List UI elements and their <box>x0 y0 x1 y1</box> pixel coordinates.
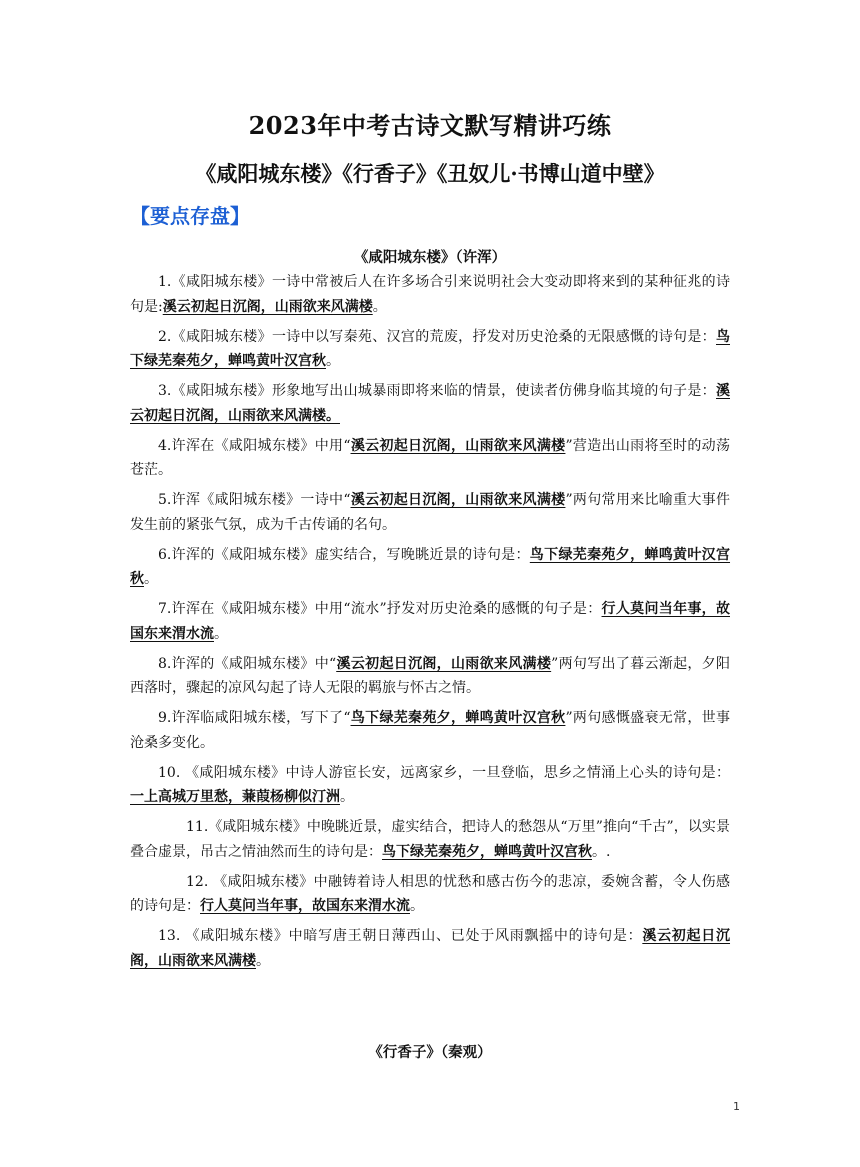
answer-text: 溪云初起日沉阁，山雨欲来风满楼 <box>350 492 566 508</box>
answer-text: 一上高城万里愁，蒹葭杨柳似汀洲 <box>130 789 340 805</box>
question-item: 5.许浑《咸阳城东楼》一诗中“溪云初起日沉阁，山雨欲来风满楼”两句常用来比喻重大事件发生前的紧张气氛，成为千古传诵的名句。 <box>130 492 730 533</box>
answer-text: 溪云初起日沉阁，山雨欲来风满楼 <box>162 298 373 315</box>
question-item: 7.许浑在《咸阳城东楼》中用“流水”抒发对历史沧桑的感慨的句子是：行人莫问当年事，故国东来渭水流。 <box>130 601 730 642</box>
document-subtitle: 《咸阳城东楼》《行香子》《丑奴儿·书博山道中壁》 <box>195 161 665 186</box>
question-item: 3.《咸阳城东楼》形象地写出山城暴雨即将来临的情景，使读者仿佛身临其境的句子是：溪云初起日沉阁，山雨欲来风满楼。 <box>130 383 730 424</box>
question-list <box>130 270 730 979</box>
poem-heading-xianyang: 《咸阳城东楼》（许浑） <box>353 249 507 266</box>
answer-text: 行人莫问当年事，故国东来渭水流 <box>200 898 410 914</box>
question-item: 9.许浑临咸阳城东楼，写下了“鸟下绿芜秦苑夕，蝉鸣黄叶汉宫秋”两句感慨盛衰无常，世事沧桑多变化。 <box>130 710 730 751</box>
document-title: 2023年中考古诗文默写精讲巧练 <box>248 111 612 140</box>
answer-text: 行人莫问当年事，故国东来渭水流 <box>130 601 730 642</box>
question-item: 1.《咸阳城东楼》一诗中常被后人在许多场合引来说明社会大变动即将来到的某种征兆的诗句是:溪云初起日沉阁，山雨欲来风满楼。 <box>130 274 730 315</box>
question-item: 2.《咸阳城东楼》一诗中以写秦苑、汉宫的荒废，抒发对历史沧桑的无限感慨的诗句是：鸟下绿芜秦苑夕，蝉鸣黄叶汉宫秋。 <box>130 328 730 369</box>
answer-text: 鸟下绿芜秦苑夕，蝉鸣黄叶汉宫秋 <box>130 328 730 369</box>
poem-heading-xingxiangzi: 《行香子》（秦观） <box>368 1044 492 1061</box>
answer-text: 溪云初起日沉阁，山雨欲来风满楼 <box>350 437 566 454</box>
question-item: 10. 《咸阳城东楼》中诗人游宦长安，远离家乡，一旦登临，思乡之情涌上心头的诗句是：一上高城万里愁，蒹葭杨柳似汀洲。 <box>130 764 731 805</box>
question-item: 13. 《咸阳城东楼》中暗写唐王朝日薄西山、已处于风雨飘摇中的诗句是：溪云初起日沉阁，山雨欲来风满楼。 <box>130 928 731 969</box>
question-item: 8.许浑的《咸阳城东楼》中“溪云初起日沉阁，山雨欲来风满楼”两句写出了暮云渐起，夕阳西落时，骤起的凉风勾起了诗人无限的羁旅与怀古之情。 <box>130 655 730 696</box>
question-item: 12. 《咸阳城东楼》中融铸着诗人相思的忧愁和感古伤今的悲凉，委婉含蓄，令人伤感的诗句是：行人莫问当年事，故国东来渭水流。 <box>130 873 731 914</box>
section-heading: 【要点存盘】 <box>130 204 250 228</box>
answer-text: 溪云初起日沉阁，山雨欲来风满楼 <box>130 928 731 969</box>
answer-text: 溪云初起日沉阁，山雨欲来风满楼。 <box>130 383 730 424</box>
question-item: 4.许浑在《咸阳城东楼》中用“溪云初起日沉阁，山雨欲来风满楼”营造出山雨将至时的动荡苍茫。 <box>130 437 730 478</box>
question-item: 11.《咸阳城东楼》中晚眺近景，虚实结合，把诗人的愁怨从“万里”推向“千古”，以实景叠合虚景，吊古之情油然而生的诗句是：鸟下绿芜秦苑夕，蝉鸣黄叶汉宫秋。. <box>130 819 730 860</box>
answer-text: 溪云初起日沉阁，山雨欲来风满楼 <box>336 655 552 672</box>
answer-text: 鸟下绿芜秦苑夕，蝉鸣黄叶汉宫秋 <box>130 546 731 587</box>
answer-text: 鸟下绿芜秦苑夕，蝉鸣黄叶汉宫秋 <box>382 843 592 860</box>
answer-text: 鸟下绿芜秦苑夕，蝉鸣黄叶汉宫秋 <box>350 710 566 726</box>
question-item: 6.许浑的《咸阳城东楼》虚实结合，写晚眺近景的诗句是：鸟下绿芜秦苑夕，蝉鸣黄叶汉宫秋。 <box>130 546 731 587</box>
page-number: 1 <box>733 1100 740 1113</box>
